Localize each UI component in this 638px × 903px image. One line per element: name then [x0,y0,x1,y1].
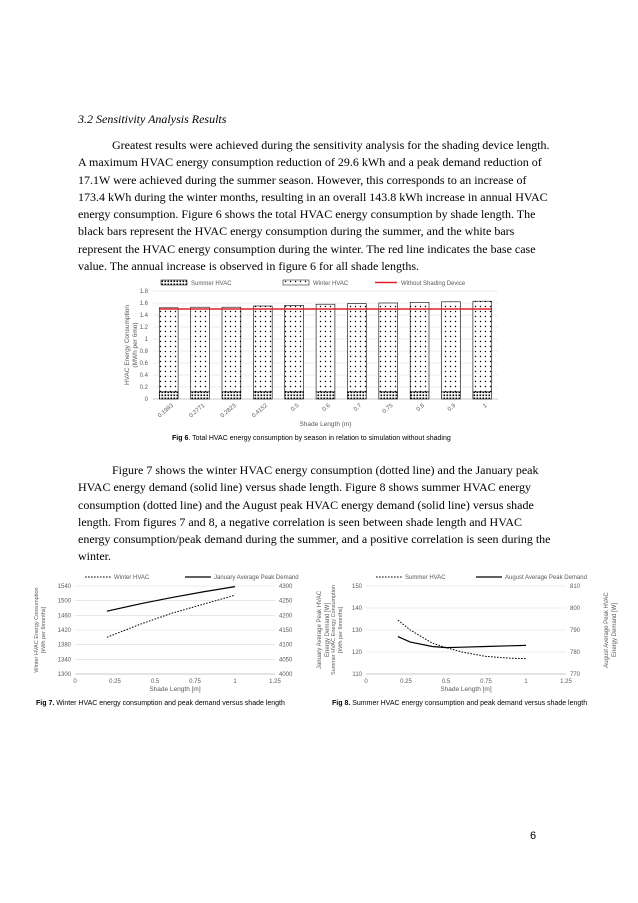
paragraph-1: Greatest results were achieved during the sensitivity analysis for the shading device length. A maximum HVAC energy consumption reduction of 29.6 kWh and a peak demand reduction of 17.1W were achieved during the summer season. However, this corresponds to an increase of 173.4 kWh during the winter months, resulting in an overall 143.8 kWh increase in annual HVAC energy consumption. Figure 6 shows the total HVAC energy consumption by shade length. The black bars represent the HVAC energy consumption during the summer, and the white bars represent the HVAC energy consumption during the winter. The red line indicates the base case value. The annual increase is observed in figure 6 for all shade lengths. [78,138,550,274]
paragraph-2: Figure 7 shows the winter HVAC energy consumption (dotted line) and the January peak HVAC energy demand (solid line) versus shade length. Figure 8 shows summer HVAC energy consumption (dotted line) and the August peak HVAC energy demand (solid line) versus shade length. From figures 7 and 8, a negative correlation is seen between shade length and HVAC energy consumption/peak demand during the summer, and a positive correlation is seen during the winter. [78,463,551,564]
series-line-dotted [107,595,235,637]
y-tick-label: 1.4 [139,313,148,319]
x-axis-title: Shade Length [m] [149,686,201,693]
y-axis-title-line: (MWh per 6mo) [132,322,139,368]
y-right-tick-label: 4000 [279,672,293,678]
figure-6-caption [172,435,451,442]
bar-winter-hvac [410,302,429,391]
y-right-tick-label: 4200 [279,613,293,620]
legend-swatch-winter [283,280,309,285]
y-left-axis-title-line: Winter HVAC Energy Consumption [34,587,40,673]
bar-winter-hvac [222,307,241,392]
x-tick-label: 1 [233,679,237,685]
figure-7-chart [33,568,333,698]
figure-7-label: Fig 7. [36,700,55,707]
figure-8-label: Fig 8. [332,700,351,707]
figure-6-label: Fig 6 [172,435,189,442]
y-left-axis-title [34,587,47,672]
bar-summer-hvac [253,392,272,399]
x-tick-label: 0.1993 [157,402,175,420]
x-tick-label: 0.75 [480,679,492,685]
y-tick-label: 0.2 [139,385,148,391]
section-heading: 3.2 Sensitivity Analysis Results [78,112,227,126]
y-right-tick-label: 780 [570,650,581,656]
x-tick-label: 0 [73,679,77,685]
legend-label-baseline: Without Shading Device [401,281,466,287]
legend-label-dotted: Winter HVAC [114,575,150,581]
figure-6-caption-text: . Total HVAC energy consumption by season in relation to simulation without shading [188,435,451,442]
y-left-tick-label: 1380 [57,642,71,649]
y-left-tick-label: 1420 [57,628,71,634]
bar-summer-hvac [379,392,398,399]
x-axis-title: Shade Length [m] [440,686,492,693]
x-tick-label: 0.75 [381,402,395,416]
x-tick-label: 1.25 [560,679,572,685]
bar-summer-hvac [285,392,304,399]
x-tick-label: 0.5 [441,679,451,685]
y-right-axis-title-line: Energy Demand [W] [325,602,331,658]
bar-winter-hvac [347,304,366,392]
y-left-tick-label: 1500 [57,598,71,605]
bar-winter-hvac [159,308,178,392]
y-right-axis-title-line: August Average Peak HVAC [604,592,610,668]
y-right-tick-label: 4150 [279,628,293,634]
figure-8-caption [332,700,587,707]
y-tick-label: 1.8 [139,289,148,295]
y-tick-label: 1.2 [139,325,148,331]
x-tick-label: 0.2771 [188,402,207,420]
y-left-tick-label: 1300 [57,672,71,678]
y-right-axis-title [317,590,331,669]
y-left-tick-label: 110 [352,672,362,678]
bar-winter-hvac [253,306,272,392]
x-tick-label: 1 [524,679,528,685]
y-left-tick-label: 1340 [57,657,71,664]
y-left-tick-label: 1540 [57,584,71,590]
y-left-tick-label: 130 [351,628,362,634]
y-left-tick-label: 120 [351,650,362,656]
y-tick-label: 0.6 [139,361,148,367]
bar-winter-hvac [191,307,210,392]
bar-winter-hvac [285,305,304,391]
legend-label-solid: January Average Peak Demand [214,575,299,581]
y-right-tick-label: 800 [570,606,581,612]
bar-summer-hvac [159,392,178,399]
figure-6-chart [113,274,513,430]
x-tick-label: 0.6 [321,402,332,413]
y-right-tick-label: 4100 [279,642,293,649]
y-right-tick-label: 810 [570,584,581,590]
y-left-axis-title-line: [kWh per 6months] [338,606,344,654]
bar-summer-hvac [222,392,241,399]
y-right-axis-title [604,592,618,668]
legend-label-solid: August Average Peak Demand [505,575,587,581]
y-left-tick-label: 140 [351,606,362,612]
y-tick-label: 0.4 [139,373,148,379]
y-left-tick-label: 150 [351,584,362,590]
y-axis-title [124,305,139,385]
x-tick-label: 0.5 [290,402,301,413]
y-right-axis-title-line: Energy Demand [W] [612,602,618,658]
y-axis-title-line: HVAC Energy Consumption [124,304,131,386]
x-tick-label: 1.25 [269,679,281,685]
legend-label-winter: Winter HVAC [313,281,349,287]
x-tick-label: 0.5 [150,679,160,685]
series-line-solid [398,637,526,648]
bar-summer-hvac [473,392,492,399]
legend-swatch-summer [161,280,187,285]
bar-winter-hvac [473,301,492,392]
y-right-tick-label: 4300 [279,584,293,590]
figure-8-caption-text: Summer HVAC energy consumption and peak demand versus shade length [350,700,588,707]
x-tick-label: 0.2823 [219,402,238,420]
x-tick-label: 0.9 [446,402,458,413]
legend-label-dotted: Summer HVAC [405,575,446,581]
x-tick-label: 0.8 [415,402,426,413]
y-left-tick-label: 1460 [57,613,71,620]
bar-winter-hvac [316,304,335,392]
bar-summer-hvac [410,392,429,399]
x-tick-label: 0.25 [109,679,121,685]
y-tick-label: 0 [144,397,148,403]
y-right-tick-label: 4050 [279,657,293,664]
y-right-axis-title-line: January Average Peak HVAC [317,590,323,670]
bar-summer-hvac [316,392,335,399]
series-line-dotted [398,620,526,659]
y-tick-label: 1.6 [139,301,148,307]
x-tick-label: 0.25 [400,679,412,685]
bar-winter-hvac [379,303,398,392]
y-left-axis-title-line: [kWh per 6months] [41,606,47,654]
y-left-axis-title-line: Summer HVAC Energy Consumption [331,584,337,676]
y-right-tick-label: 4250 [279,598,293,605]
y-right-tick-label: 790 [570,628,581,634]
x-tick-label: 0.75 [189,679,201,685]
x-tick-label: 1 [482,402,489,410]
legend-label-summer: Summer HVAC [191,281,232,287]
figure-7-caption [36,700,285,707]
y-right-tick-label: 770 [570,672,581,678]
x-tick-label: 0.4152 [251,402,270,420]
bar-winter-hvac [442,302,461,392]
x-axis-title: Shade Length (m) [299,421,352,428]
figure-8-chart [330,568,620,698]
series-line-solid [107,587,235,612]
bar-summer-hvac [191,392,210,399]
bar-summer-hvac [347,392,366,399]
y-tick-label: 0.8 [139,349,148,355]
bar-summer-hvac [442,392,461,399]
x-tick-label: 0.7 [352,402,364,413]
page-number: 6 [530,830,537,842]
x-tick-label: 0 [364,679,368,685]
figure-7-caption-text: Winter HVAC energy consumption and peak demand versus shade length [54,700,285,707]
y-tick-label: 1 [144,337,148,343]
y-left-axis-title [331,585,344,675]
